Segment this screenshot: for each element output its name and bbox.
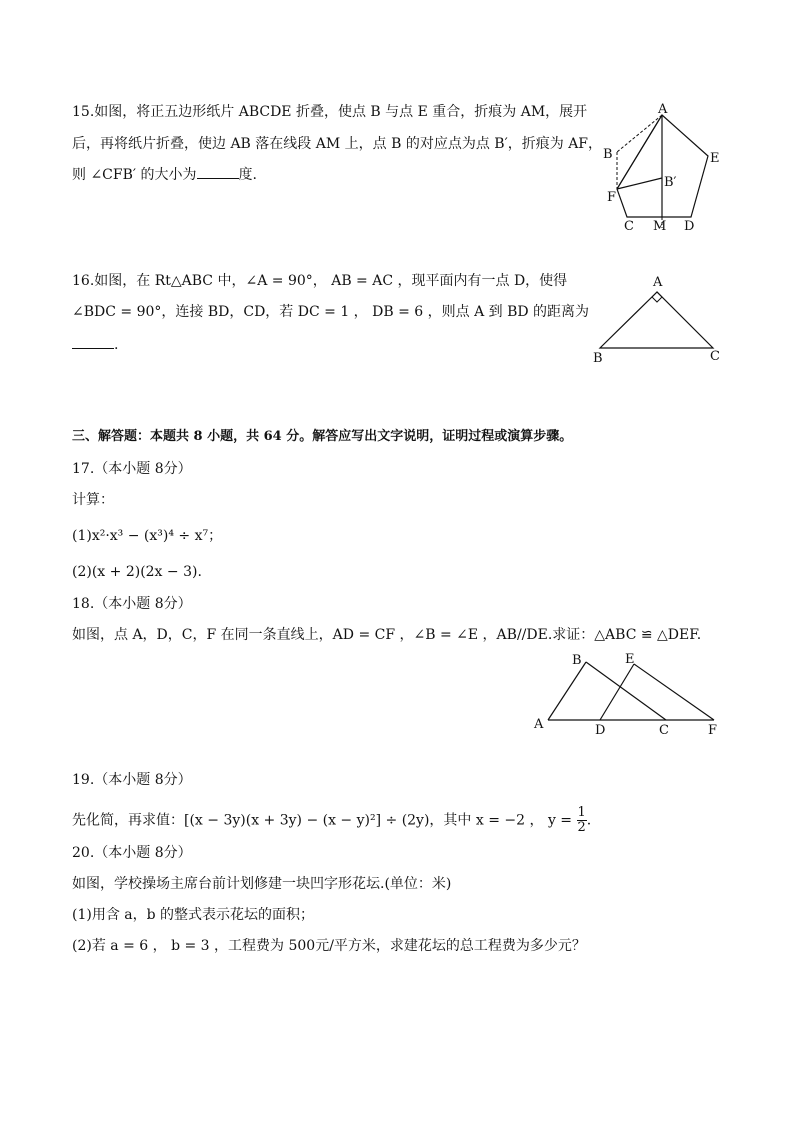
label-D: D xyxy=(684,219,695,234)
label-E: E xyxy=(710,151,720,166)
label-F: F xyxy=(607,190,617,205)
label-B: B xyxy=(593,351,603,366)
label-A: A xyxy=(658,102,668,117)
q17-title: 17.（本小题 8分） xyxy=(72,461,192,477)
q18-title: 18.（本小题 8分） xyxy=(72,596,192,612)
label-C: C xyxy=(659,723,669,738)
label-E: E xyxy=(625,652,635,667)
segment-DE xyxy=(600,664,634,720)
q18-triangles-figure xyxy=(528,648,728,740)
q19-frac-den: 2 xyxy=(577,820,586,835)
q16-line3 xyxy=(72,334,118,355)
q17-part1: (1)x²·x³ − (x³)⁴ ÷ x⁷； xyxy=(72,528,223,544)
q20-part2: (2)若 a = 6 ， b = 3 ，工程费为 500元/平方米，求建花坛的总工程费为多少元？ xyxy=(72,938,586,954)
segment-EF xyxy=(634,664,714,720)
crease-AF xyxy=(617,115,662,189)
q19-body xyxy=(72,806,591,835)
label-B: B xyxy=(572,653,582,668)
q20-body: 如图，学校操场主席台前计划修建一块凹字形花坛.(单位：米) xyxy=(72,876,452,892)
q16-line3-suffix: . xyxy=(114,337,119,353)
q19-title: 19.（本小题 8分） xyxy=(72,772,192,788)
label-Bp: B′ xyxy=(664,175,677,190)
q17-intro: 计算： xyxy=(72,492,114,508)
q16-answer-blank xyxy=(72,334,114,349)
q15-pentagon-figure xyxy=(590,100,730,240)
q15-answer-blank xyxy=(197,164,239,179)
q17-part2: (2)(x + 2)(2x − 3). xyxy=(72,564,202,580)
q20-part1: (1)用含 a，b 的整式表示花坛的面积； xyxy=(72,907,315,923)
label-C: C xyxy=(710,349,720,364)
q19-fraction xyxy=(577,806,587,835)
label-M: M xyxy=(653,219,667,234)
right-angle-mark xyxy=(652,292,662,302)
label-F: F xyxy=(708,723,718,738)
q16-triangle-figure xyxy=(585,270,730,370)
q16-line2: ∠BDC = 90°，连接 BD，CD，若 DC = 1 ， DB = 6 ，则点 A 到 BD 的距离为 xyxy=(72,304,590,320)
label-A: A xyxy=(653,275,663,290)
q15-line3-prefix: 则 ∠CFB′ 的大小为 xyxy=(72,167,197,183)
q15-line2: 后，再将纸片折叠，使边 AB 落在线段 AM 上，点 B 的对应点为点 B′，折痕为 AF， xyxy=(72,136,603,152)
segment-AB xyxy=(548,662,586,720)
fold-dashed-AB xyxy=(617,115,662,152)
label-A: A xyxy=(534,717,544,732)
segment-BC xyxy=(586,662,666,720)
label-D: D xyxy=(595,723,606,738)
q15-line3-suffix: 度. xyxy=(238,167,257,183)
q16-line1: 16.如图，在 Rt△ABC 中，∠A = 90°， AB = AC ，现平面内有一点 D，使得 xyxy=(72,273,568,289)
label-C: C xyxy=(624,219,634,234)
q18-body: 如图，点 A，D，C，F 在同一条直线上，AD = CF ，∠B = ∠E ，AB//DE.求证：△ABC ≌ △DEF. xyxy=(72,627,702,643)
q15-line1: 15.如图，将正五边形纸片 ABCDE 折叠，使点 B 与点 E 重合，折痕为 AM，展开 xyxy=(72,104,588,120)
q15-line3 xyxy=(72,164,257,185)
q19-body-prefix: 先化简，再求值：[(x − 3y)(x + 3y) − (x − y)²] ÷ (2y)，其中 x = −2 ， y = xyxy=(72,812,573,829)
label-B: B xyxy=(603,147,613,162)
triangle-ABC xyxy=(600,292,713,348)
section3-heading: 三、解答题：本题共 8 小题，共 64 分。解答应写出文字说明，证明过程或演算步骤。 xyxy=(72,429,573,444)
q20-title: 20.（本小题 8分） xyxy=(72,845,192,861)
q19-body-suffix: . xyxy=(586,812,592,829)
q19-frac-num: 1 xyxy=(577,805,586,820)
segment-FB xyxy=(617,178,662,189)
